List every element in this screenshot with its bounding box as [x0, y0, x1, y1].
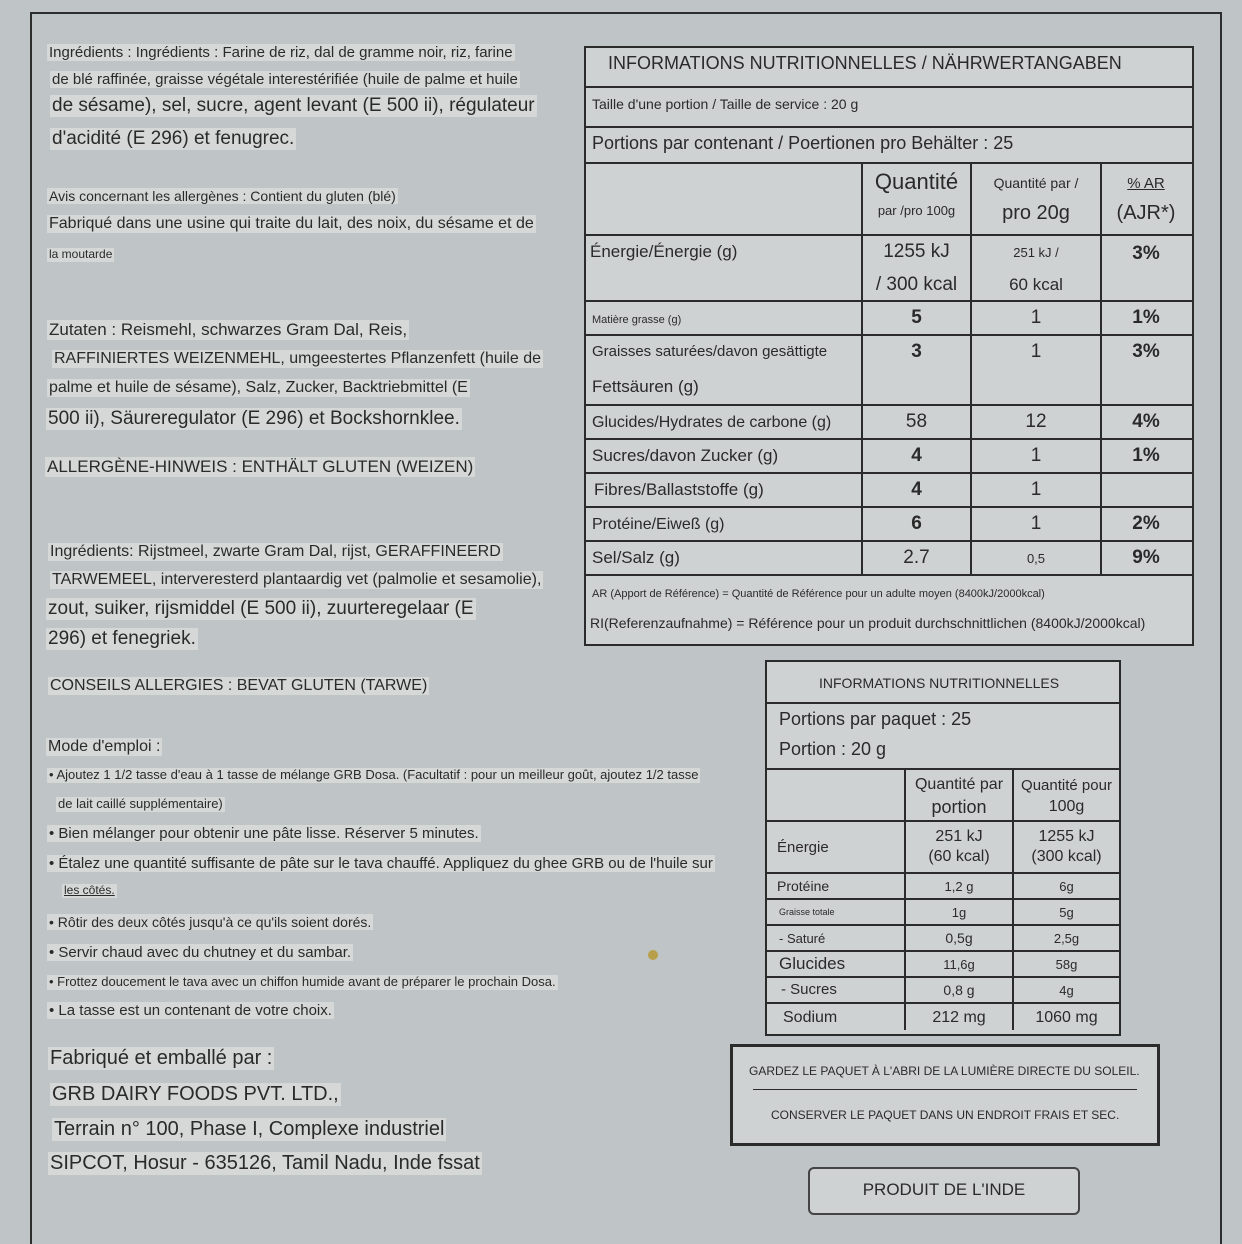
origin-label	[808, 1167, 1080, 1215]
header-ajr: (AJR*)	[1116, 202, 1176, 224]
energy-portion-kcal: (60 kcal)	[928, 848, 990, 865]
energy-kcal-100: / 300 kcal	[875, 274, 958, 295]
list-item: • Bien mélanger pour obtenir une pâte lisse. Réserver 5 minutes.	[49, 825, 479, 842]
text-line: RAFFINIERTES WEIZENMEHL, umgeestertes Pflanzenfett (huile de	[54, 350, 541, 367]
value-20: 1	[1030, 341, 1042, 362]
directions-title: Mode d'emploi :	[48, 738, 161, 755]
value-100: 2.7	[903, 547, 930, 568]
portion-size: Portion : 20 g	[779, 739, 887, 759]
value-portion: 11,6g	[943, 957, 975, 972]
value-portion: 0,8 g	[943, 982, 975, 998]
text-line: Ingrédients: Rijstmeel, zwarte Gram Dal, rijst, GERAFFINEERD	[50, 543, 501, 560]
header-per-portion: Quantité par	[914, 776, 1004, 793]
text-line: de blé raffinée, graisse végétale interestérifiée (huile de palme et huile	[52, 71, 518, 88]
table-title: INFORMATIONS NUTRITIONNELLES	[819, 675, 1060, 691]
row-label-2: Fettsäuren (g)	[592, 377, 699, 396]
value-portion: 1g	[951, 905, 967, 920]
list-item: • Rôtir des deux côtés jusqu'à ce qu'ils soient dorés.	[49, 914, 372, 930]
portions-per-container: Portions par contenant / Poertionen pro Behälter : 25	[592, 133, 1014, 153]
energy-100-kcal: (300 kcal)	[1031, 848, 1102, 865]
value-100: 1060 mg	[1035, 1009, 1098, 1026]
list-item: • Ajoutez 1 1/2 tasse d'eau à 1 tasse de mélange GRB Dosa. (Facultatif : pour un meilleur goût, ajoutez 1/2 tasse	[49, 767, 699, 782]
row-label: Matière grasse (g)	[592, 314, 682, 326]
table-row	[586, 334, 1192, 406]
value-100: 5	[911, 307, 922, 328]
value-ar: 1%	[1132, 445, 1160, 466]
value-portion: 0,5g	[945, 930, 973, 946]
value-100: 6	[911, 513, 922, 534]
value-ar: 9%	[1132, 547, 1160, 568]
table-row	[767, 898, 1119, 926]
list-item: • Servir chaud avec du chutney et du sambar.	[49, 944, 352, 961]
table-footnotes	[586, 574, 1192, 642]
energy-100-kj: 1255 kJ	[1038, 828, 1095, 845]
table-row	[586, 404, 1192, 440]
energy-ar: 3%	[1132, 243, 1160, 264]
serving-size: Taille d'une portion / Taille de service : 20 g	[592, 96, 859, 112]
text-line: Fabriqué dans une usine qui traite du lait, des noix, du sésame et de	[49, 215, 534, 232]
table-title: INFORMATIONS NUTRITIONNELLES / NÄHRWERTANGABEN	[608, 53, 1122, 73]
energy-portion-kj: 251 kJ	[935, 828, 983, 845]
row-label: Glucides	[779, 954, 846, 973]
text-line: Ingrédients : Ingrédients : Farine de riz, dal de gramme noir, riz, farine	[49, 44, 513, 61]
header-row	[767, 768, 1119, 822]
stain-mark	[648, 950, 658, 960]
text-line: 296) et fenegriek.	[48, 628, 196, 649]
table-row	[586, 506, 1192, 542]
header-qty20-sub: pro 20g	[1002, 202, 1070, 224]
table-row	[767, 872, 1119, 900]
value-20: 0,5	[1026, 551, 1046, 566]
list-item: • Étalez une quantité suffisante de pâte sur le tava chauffé. Appliquez du ghee GRB ou de l'huile sur	[49, 855, 713, 872]
list-item: les côtés.	[64, 883, 115, 897]
row-label: Glucides/Hydrates de carbone (g)	[592, 414, 832, 431]
value-ar: 4%	[1132, 411, 1160, 432]
header-ar: % AR	[1127, 175, 1165, 192]
text-line: d'acidité (E 296) et fenugrec.	[52, 128, 295, 149]
text-line: Avis concernant les allergènes : Contient du gluten (blé)	[49, 188, 396, 204]
energy-kj-100: 1255 kJ	[883, 241, 950, 262]
text-line: Fabriqué et emballé par :	[50, 1047, 273, 1069]
row-label: Protéine/Eiweß (g)	[592, 516, 725, 533]
footnote-ar: AR (Apport de Référence) = Quantité de Référence pour un adulte moyen (8400kJ/2000kcal)	[592, 588, 1045, 600]
value-20: 1	[1030, 445, 1042, 466]
text-line: la moutarde	[49, 247, 113, 261]
value-100: 6g	[1059, 879, 1074, 894]
header-row	[586, 162, 1192, 236]
value-ar: 3%	[1132, 341, 1160, 362]
text-line: SIPCOT, Hosur - 635126, Tamil Nadu, Inde fssat	[50, 1152, 480, 1174]
value-portion: 212 mg	[932, 1009, 986, 1026]
row-label: Fibres/Ballaststoffe (g)	[594, 480, 764, 499]
value-portion: 1,2 g	[944, 879, 974, 894]
serving-size-row	[586, 86, 1192, 128]
value-100: 58g	[1055, 957, 1078, 972]
storage-line-1: GARDEZ LE PAQUET À L'ABRI DE LA LUMIÈRE DIRECTE DU SOLEIL.	[749, 1064, 1140, 1078]
row-label: Graisses saturées/davon gesättigte	[592, 343, 828, 360]
header-per-portion-sub: portion	[931, 797, 987, 817]
value-ar: 2%	[1132, 513, 1160, 534]
value-20: 12	[1025, 411, 1047, 432]
text-line: zout, suiker, rijsmiddel (E 500 ii), zuurteregelaar (E	[48, 598, 474, 619]
row-label: Sodium	[783, 1009, 838, 1026]
pack-info	[767, 702, 1119, 770]
text-line: Terrain n° 100, Phase I, Complexe industriel	[54, 1118, 445, 1140]
header-per-100-sub: 100g	[1048, 798, 1085, 815]
storage-line-2: CONSERVER LE PAQUET DANS UN ENDROIT FRAIS ET SEC.	[771, 1108, 1120, 1122]
header-qty100: Quantité	[874, 169, 959, 194]
row-label: Protéine	[777, 878, 830, 894]
table-row-energy	[767, 820, 1119, 874]
header-per-100: Quantité pour	[1021, 777, 1112, 794]
portions-per-pack: Portions par paquet : 25	[779, 709, 972, 729]
table-row-energy	[586, 234, 1192, 302]
table-row	[767, 1002, 1119, 1032]
storage-instructions	[730, 1044, 1160, 1146]
footnote-ri: RI(Referenzaufnahme) = Référence pour un produit durchschnittlichen (8400kJ/2000kcal)	[590, 615, 1146, 631]
value-20: 1	[1030, 307, 1042, 328]
list-item: • Frottez doucement le tava avec un chiffon humide avant de préparer le prochain Dosa.	[49, 974, 556, 989]
nutrition-table-main	[584, 46, 1194, 646]
row-label: - Sucres	[781, 981, 837, 998]
header-qty20: Quantité par /	[993, 175, 1079, 191]
text-line: Zutaten : Reismehl, schwarzes Gram Dal, Reis,	[49, 320, 408, 339]
list-item: • La tasse est un contenant de votre choix.	[49, 1002, 332, 1019]
value-100: 4g	[1059, 983, 1074, 998]
text-line: de sésame), sel, sucre, agent levant (E 500 ii), régulateur	[52, 95, 535, 116]
energy-kcal-20: 60 kcal	[1009, 275, 1063, 294]
value-100: 2,5g	[1053, 931, 1080, 946]
table-row	[767, 976, 1119, 1004]
text-line: TARWEMEEL, interveresterd plantaardig vet (palmolie et sesamolie),	[52, 571, 542, 588]
row-label: Énergie/Énergie (g)	[590, 242, 738, 261]
text-line: GRB DAIRY FOODS PVT. LTD.,	[52, 1083, 339, 1105]
origin-text: PRODUIT DE L'INDE	[862, 1180, 1026, 1199]
value-100: 3	[911, 341, 922, 362]
energy-kj-20: 251 kJ /	[1013, 245, 1059, 260]
table-row	[767, 924, 1119, 952]
value-100: 5g	[1059, 905, 1074, 920]
value-100: 58	[905, 411, 928, 432]
row-label: Sel/Salz (g)	[592, 548, 680, 567]
table-row	[586, 300, 1192, 336]
table-row	[586, 540, 1192, 576]
portions-row	[586, 126, 1192, 164]
row-label: - Saturé	[779, 931, 826, 946]
value-20: 1	[1030, 513, 1042, 534]
dutch-allergen-notice: CONSEILS ALLERGIES : BEVAT GLUTEN (TARWE)	[50, 677, 428, 694]
value-20: 1	[1030, 479, 1042, 500]
german-allergen-notice: ALLERGÈNE-HINWEIS : ENTHÄLT GLUTEN (WEIZEN)	[47, 457, 474, 476]
value-ar: 1%	[1132, 307, 1160, 328]
value-100: 4	[911, 445, 922, 466]
list-item: de lait caillé supplémentaire)	[58, 796, 223, 811]
value-100: 4	[911, 479, 922, 500]
row-label: Sucres/davon Zucker (g)	[592, 446, 779, 465]
header-qty100-sub: par /pro 100g	[877, 203, 956, 218]
text-line: palme et huile de sésame), Salz, Zucker, Backtriebmittel (E	[49, 379, 468, 396]
table-row	[586, 472, 1192, 508]
table-row	[586, 438, 1192, 474]
table-row	[767, 950, 1119, 978]
row-label: Énergie	[777, 839, 829, 856]
nutrition-table-secondary	[765, 660, 1121, 1036]
text-line: 500 ii), Säureregulator (E 296) et Bockshornklee.	[48, 408, 460, 429]
row-label: Graisse totale	[779, 907, 835, 917]
